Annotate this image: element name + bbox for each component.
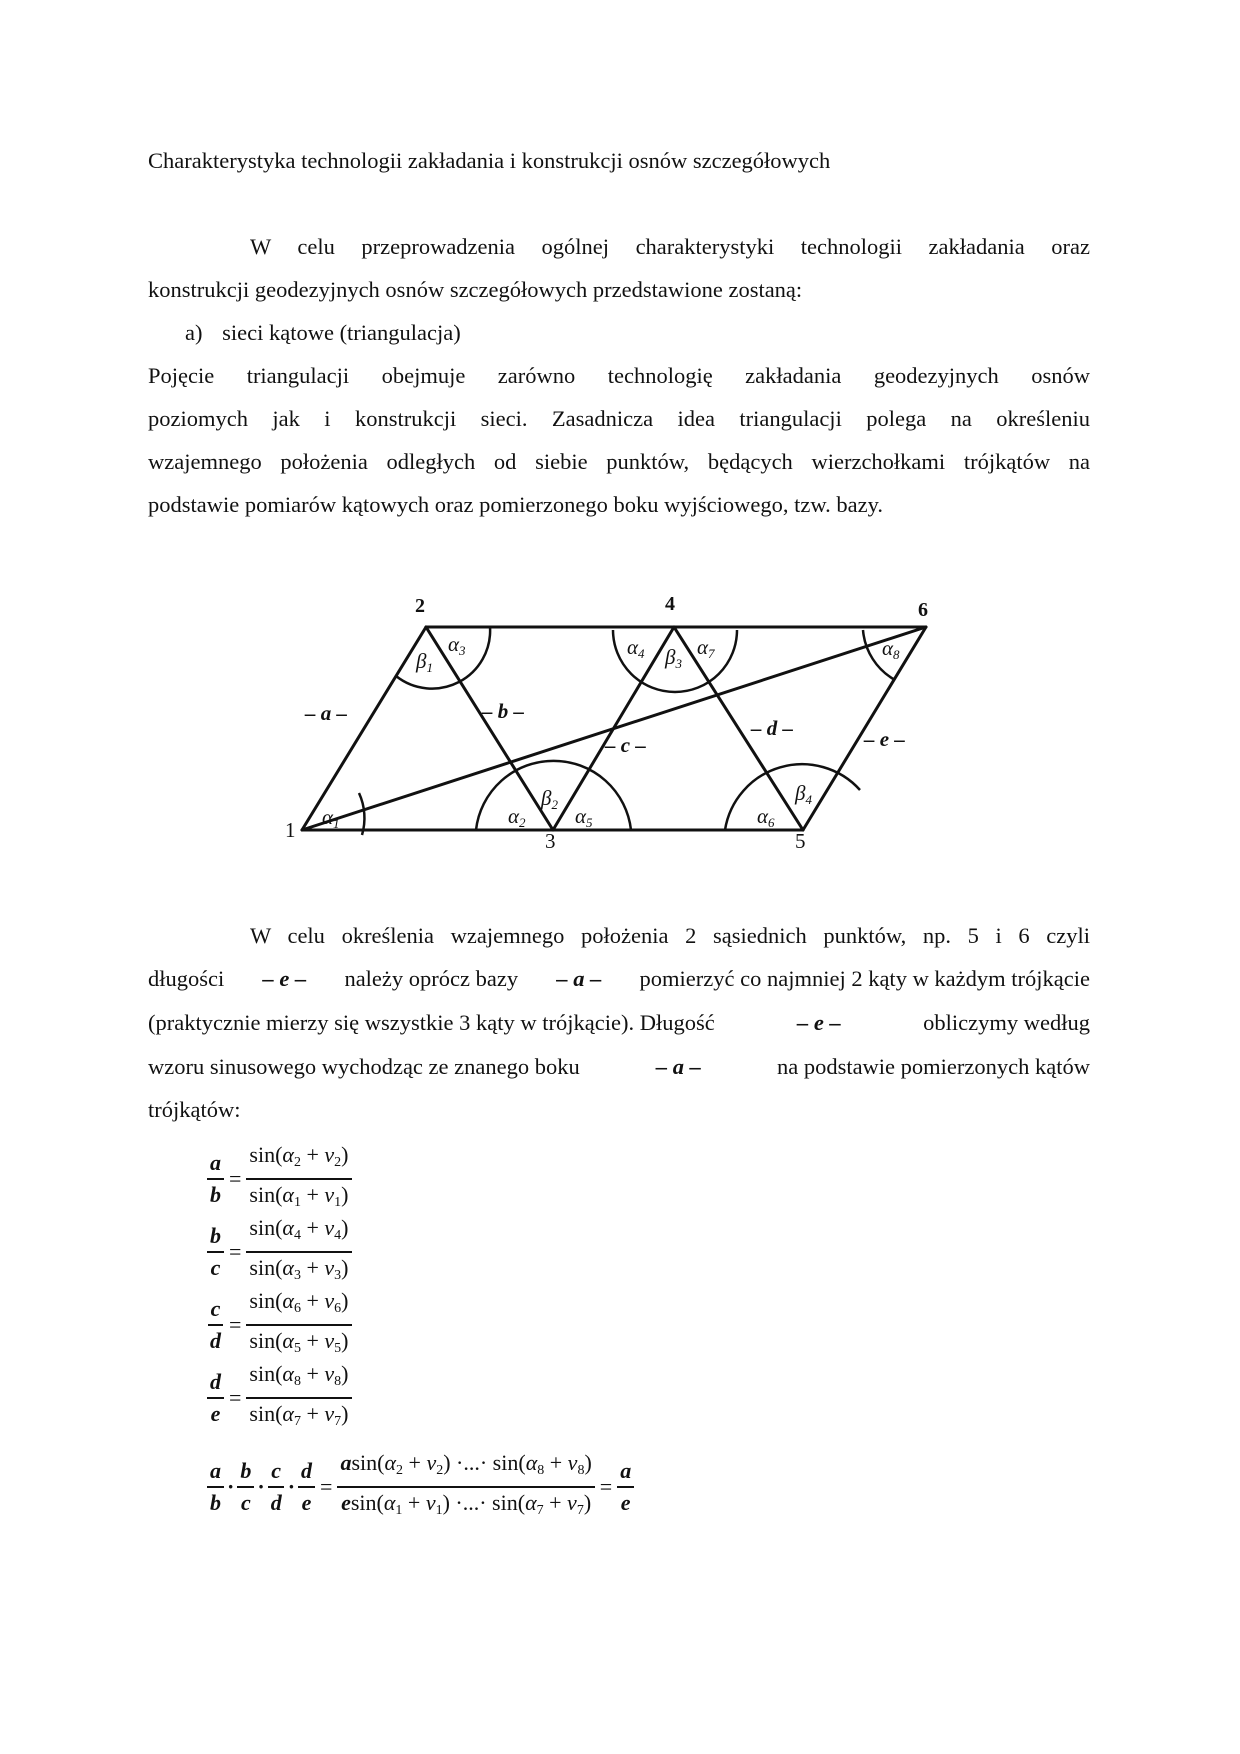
svg-text:α8: α8 (882, 636, 900, 662)
side-b-label: – b – (482, 699, 524, 723)
math-e: – e – (262, 966, 307, 991)
formula-4: $\frac{d}{e}$ = $\frac{\sin(\alpha_8 + v_8)}{\sin(\alpha_7 + v_7)}$ (205, 1361, 354, 1435)
text: na podstawie pomierzonych kątów (776, 1054, 1090, 1079)
formula-2: $\frac{b}{c}$ = $\frac{\sin(\alpha_4 + v_4)}{\sin(\alpha_3 + v_3)}$ (205, 1215, 354, 1289)
para2-line-3 (148, 1009, 1090, 1037)
point-2-label: 2 (415, 595, 425, 617)
svg-text:α6: α6 (757, 804, 775, 830)
document-title: Charakterystyka technologii zakładania i konstrukcji osnów szczegółowych (148, 148, 831, 173)
intro-line-2: konstrukcji geodezyjnych osnów szczegółowych przedstawione zostaną: (148, 277, 803, 302)
formula-1: $\frac{a}{b}$ = $\frac{\sin(\alpha_2 + v_2)}{\sin(\alpha_1 + v_1)}$ (205, 1142, 354, 1216)
svg-text:β3: β3 (665, 645, 682, 671)
list-item-a (185, 319, 1127, 347)
text: należy oprócz bazy (344, 966, 519, 991)
text: (praktycznie mierzy się wszystkie 3 kąty w trójkącie). Długość (148, 1010, 715, 1035)
formula-final: $\frac{a}{b}$ · $\frac{b}{c}$ · $\frac{c}{d}$ · $\frac{d}{e}$ = $\frac{asin(\alpha_2 + v_2) \cdot...\cdot \sin(\alpha_8 + v_8)}{esin(\alpha_1 + v_1) \cdot...\cdot \sin(\alpha_7 + v_7)}$ = $\frac{a}{e}$ (205, 1450, 636, 1524)
svg-text:β1: β1 (416, 649, 433, 675)
svg-text:α2: α2 (508, 804, 526, 830)
svg-text:α1: α1 (322, 805, 340, 831)
side-c-label: – c – (605, 733, 646, 757)
para2-line-1-text: W celu określenia wzajemnego położenia 2 sąsiednich punktów, np. 5 i 6 czyli (250, 923, 1090, 948)
svg-text:β2: β2 (541, 786, 558, 812)
point-1-label: 1 (285, 818, 296, 842)
side-a-label: – a – (305, 701, 347, 725)
point-5-label: 5 (795, 829, 806, 853)
point-3-label: 3 (545, 829, 556, 853)
para1-line-3: wzajemnego położenia odległych od siebie punktów, będących wierzchołkami trójkątów na (148, 449, 1090, 474)
para1-line-1: Pojęcie triangulacji obejmuje zarówno technologię zakładania geodezyjnych osnów (148, 363, 1090, 388)
text: pomierzyć co najmniej 2 kąty w każdym trójkącie (639, 966, 1090, 991)
svg-text:α5: α5 (575, 804, 593, 830)
formula-3: $\frac{c}{d}$ = $\frac{\sin(\alpha_6 + v_6)}{\sin(\alpha_5 + v_5)}$ (205, 1288, 354, 1362)
para2-line-4 (148, 1053, 1090, 1081)
point-4-label: 4 (665, 593, 675, 615)
text: długości (148, 966, 225, 991)
para2-line-5: trójkątów: (148, 1097, 241, 1122)
para2-line-1 (250, 922, 1090, 950)
svg-text:α3: α3 (448, 632, 466, 658)
text: obliczymy według (923, 1010, 1090, 1035)
svg-text:α4: α4 (627, 635, 645, 661)
text: wzoru sinusowego wychodząc ze znanego boku (148, 1054, 580, 1079)
para2-line-2 (148, 965, 1090, 993)
math-a: – a – (655, 1054, 701, 1079)
point-6-label: 6 (918, 599, 928, 621)
side-d-label: – d – (751, 716, 793, 740)
list-marker: a) (185, 320, 203, 345)
para1-line-2: poziomych jak i konstrukcji sieci. Zasadnicza idea triangulacji polega na określeniu (148, 406, 1090, 431)
intro-line-1-text: W celu przeprowadzenia ogólnej charakterystyki technologii zakładania oraz (250, 234, 1090, 259)
list-item-text: sieci kątowe (triangulacja) (222, 320, 461, 345)
math-e: – e – (797, 1010, 841, 1035)
para1-line-4: podstawie pomiarów kątowych oraz pomierzonego boku wyjściowego, tzw. bazy. (148, 492, 883, 517)
svg-text:α7: α7 (697, 635, 715, 661)
svg-text:β4: β4 (795, 781, 812, 807)
math-a: – a – (556, 966, 602, 991)
side-e-label: – e – (864, 727, 905, 751)
intro-line-1 (250, 233, 1090, 261)
